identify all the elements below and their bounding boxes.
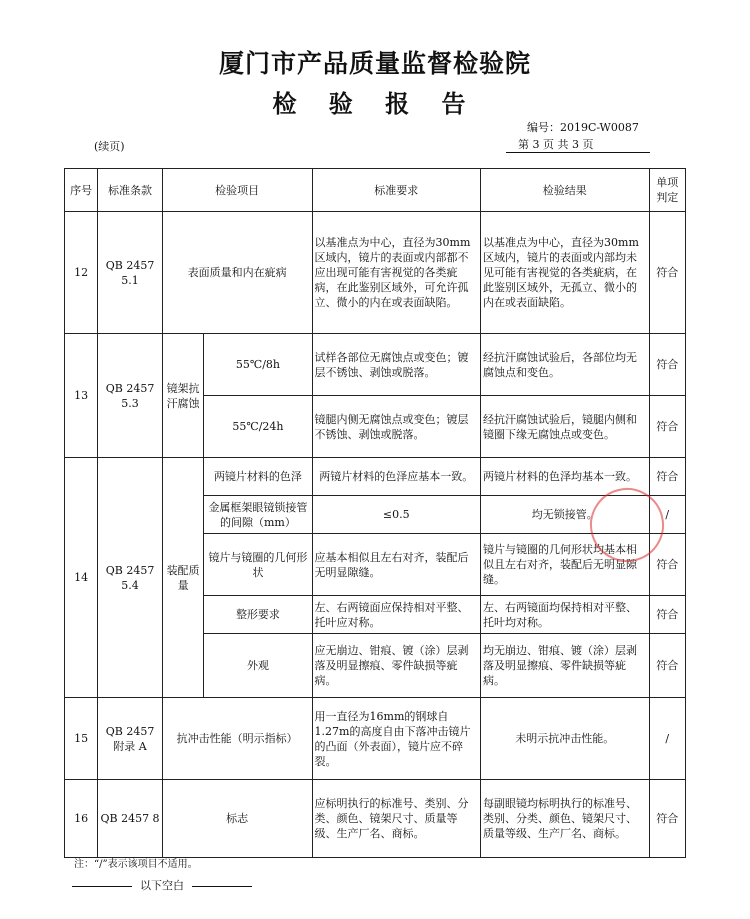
- row-requirement: 应标明执行的标准号、类别、分类、颜色、镜架尺寸、质量等级、生产厂名、商标。: [312, 780, 481, 858]
- row-result: 经抗汗腐蚀试验后，镜腿内侧和镜圈下缘无腐蚀点或变色。: [481, 396, 650, 458]
- col-header-item: 检验项目: [162, 169, 312, 212]
- row-judgement: 符合: [649, 634, 685, 698]
- row-judgement: 符合: [649, 458, 685, 496]
- col-header-no: 序号: [65, 169, 98, 212]
- row-requirement: 以基准点为中心，直径为30mm区域内，镜片的表面或内部都不应出现可能有害视觉的各类疵病，在此鉴别区域外，可允许孤立、微小的内在或表面缺陷。: [312, 212, 481, 334]
- row-judgement: 符合: [649, 334, 685, 396]
- row-result: 左、右两镜面均保持相对平整、托叶均对称。: [481, 596, 650, 634]
- row-result: 镜片与镜圈的几何形状均基本相似且左右对齐，装配后无明显隙缝。: [481, 534, 650, 596]
- row-requirement: 应基本相似且左右对齐，装配后无明显隙缝。: [312, 534, 481, 596]
- row-clause: QB 2457 5.4: [98, 458, 162, 698]
- row-result: 经抗汗腐蚀试验后，各部位均无腐蚀点和变色。: [481, 334, 650, 396]
- row-number: 16: [65, 780, 98, 858]
- row-result: 每副眼镜均标明执行的标准号、类别、分类、颜色、镜架尺寸、质量等级、生产厂名、商标。: [481, 780, 650, 858]
- footnote: 注：“/”表示该项目不适用。: [74, 859, 198, 870]
- row-judgement: 符合: [649, 596, 685, 634]
- row-sub-item: 55℃/8h: [204, 334, 312, 396]
- row-requirement: 左、右两镜面应保持相对平整、托叶应对称。: [312, 596, 481, 634]
- row-sub-item: 金属框架眼镜锁接管的间隙（mm）: [204, 496, 312, 534]
- blank-below-marker: [64, 877, 260, 893]
- col-header-result: 检验结果: [481, 169, 650, 212]
- row-requirement: 试样各部位无腐蚀点或变色；镀层不锈蚀、剥蚀或脱落。: [312, 334, 481, 396]
- table-row: [65, 458, 686, 496]
- row-result: 未明示抗冲击性能。: [481, 698, 650, 780]
- row-item: 标志: [162, 780, 312, 858]
- institute-title: 厦门市产品质量监督检验院: [218, 49, 531, 78]
- row-requirement: 两镜片材料的色泽应基本一致。: [312, 458, 481, 496]
- row-item: 表面质量和内在疵病: [162, 212, 312, 334]
- row-requirement: 应无崩边、钳痕、镀（涂）层剥落及明显擦痕、零件缺损等疵病。: [312, 634, 481, 698]
- right-dash: [192, 886, 252, 887]
- row-result: 两镜片材料的色泽均基本一致。: [481, 458, 650, 496]
- row-number: 12: [65, 212, 98, 334]
- continuation-label: (续页): [94, 140, 125, 153]
- row-item: 抗冲击性能（明示指标）: [162, 698, 312, 780]
- row-result: 以基准点为中心，直径为30mm区域内，镜片的表面或内部均未见可能有害视觉的各类疵病，在此鉴别区域外，无孤立、微小的内在或表面缺陷。: [481, 212, 650, 334]
- row-number: 15: [65, 698, 98, 780]
- row-sub-item: 镜片与镜圈的几何形状: [204, 534, 312, 596]
- row-result: 均无崩边、钳痕、镀（涂）层剥落及明显擦痕、零件缺损等疵病。: [481, 634, 650, 698]
- row-clause: QB 2457 5.1: [98, 212, 162, 334]
- table-header-row: [65, 169, 686, 212]
- col-header-judgement: 单项判定: [649, 169, 685, 212]
- row-sub-item: 55℃/24h: [204, 396, 312, 458]
- row-judgement: 符合: [649, 780, 685, 858]
- row-group: 装配质量: [162, 458, 204, 698]
- row-clause: QB 2457 5.3: [98, 334, 162, 458]
- row-judgement: 符合: [649, 534, 685, 596]
- table-row: [65, 212, 686, 334]
- left-dash: [72, 886, 132, 887]
- row-sub-item: 整形要求: [204, 596, 312, 634]
- row-judgement: 符合: [649, 212, 685, 334]
- row-judgement: 符合: [649, 396, 685, 458]
- col-header-requirement: 标准要求: [312, 169, 481, 212]
- table-row: [65, 780, 686, 858]
- row-number: 14: [65, 458, 98, 698]
- row-judgement: /: [649, 496, 685, 534]
- page-info: 第 3 页 共 3 页: [518, 138, 594, 151]
- row-judgement: /: [649, 698, 685, 780]
- col-header-clause: 标准条款: [98, 169, 162, 212]
- row-number: 13: [65, 334, 98, 458]
- report-title: 检 验 报 告: [272, 90, 478, 118]
- blank-below-label: 以下空白: [140, 879, 184, 892]
- row-sub-item: 外观: [204, 634, 312, 698]
- row-requirement: 镜腿内侧无腐蚀点或变色；镀层不锈蚀、剥蚀或脱落。: [312, 396, 481, 458]
- report-number: 编号：2019C-W0087: [527, 121, 639, 134]
- row-requirement: 用一直径为16mm的钢球自1.27m的高度自由下落冲击镜片的凸面（外表面），镜片应不碎裂。: [312, 698, 481, 780]
- page-info-underline: [506, 152, 650, 153]
- row-result: 均无锁接管。: [481, 496, 650, 534]
- row-clause: QB 2457 附录 A: [98, 698, 162, 780]
- row-clause: QB 2457 8: [98, 780, 162, 858]
- row-group: 镜架抗汗腐蚀: [162, 334, 204, 458]
- row-sub-item: 两镜片材料的色泽: [204, 458, 312, 496]
- table-row: [65, 334, 686, 396]
- table-row: [65, 698, 686, 780]
- row-requirement: ≤0.5: [312, 496, 481, 534]
